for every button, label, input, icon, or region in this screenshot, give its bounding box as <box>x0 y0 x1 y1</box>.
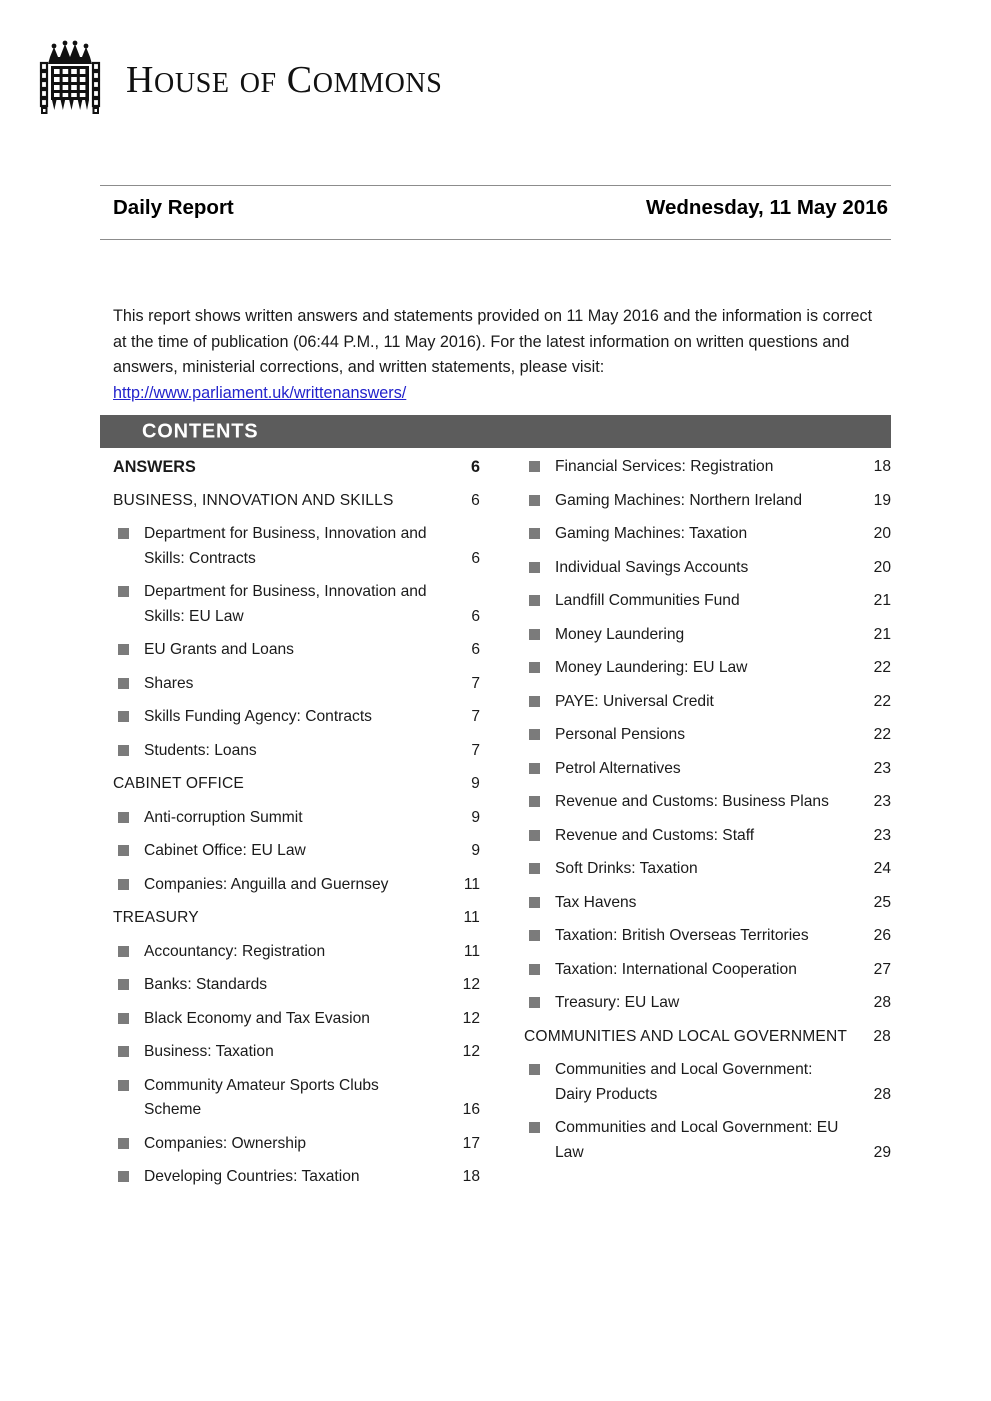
toc-entry-label: EU Grants and Loans <box>144 641 294 658</box>
intro-text: This report shows written answers and statements provided on 11 May 2016 and the information is correct at the time of publication (06:44 P.M., 11 May 2016). For the latest information on written questions and answers, ministerial corrections, and written statements, please visit: <box>113 307 873 377</box>
toc-entry-label: Individual Savings Accounts <box>555 558 749 576</box>
toc-entry-label: Community Amateur Sports Clubs Scheme <box>144 1076 379 1118</box>
toc-entry-page-number: 18 <box>462 1168 480 1185</box>
toc-entry-label: Communities and Local Government: EU Law <box>555 1119 839 1161</box>
toc-entry-page-number: 11 <box>463 875 480 893</box>
toc-section-heading[interactable] <box>113 906 480 931</box>
square-bullet-icon <box>118 879 129 890</box>
square-bullet-icon <box>529 461 540 472</box>
toc-entry-page-number: 29 <box>873 1143 891 1161</box>
square-bullet-icon <box>118 745 129 756</box>
square-bullet-icon <box>529 997 540 1008</box>
written-answers-link[interactable]: http://www.parliament.uk/writtenanswers/ <box>113 383 407 402</box>
toc-entry-page-number: 6 <box>471 607 480 625</box>
square-bullet-icon <box>118 979 129 990</box>
toc-entry-label: Money Laundering <box>555 625 685 643</box>
toc-entry-label: Gaming Machines: Northern Ireland <box>555 491 803 509</box>
toc-entry[interactable] <box>113 739 480 764</box>
toc-entry-label: Banks: Standards <box>144 976 268 993</box>
square-bullet-icon <box>529 495 540 506</box>
toc-entry-label: Department for Business, Innovation and Skills: EU Law <box>144 583 427 625</box>
square-bullet-icon <box>118 644 129 655</box>
toc-entry[interactable] <box>524 522 891 547</box>
toc-entry-page-number: 21 <box>873 592 891 609</box>
toc-entry-label: Tax Havens <box>555 893 637 911</box>
masthead <box>36 40 442 120</box>
toc-entry-label: Soft Drinks: Taxation <box>555 860 698 877</box>
toc-entry[interactable] <box>113 1007 480 1032</box>
toc-entry[interactable] <box>524 757 891 782</box>
toc-entry-label: Communities and Local Government: Dairy Products <box>555 1061 813 1103</box>
toc-entry-page-number: 6 <box>471 641 480 658</box>
toc-section-heading[interactable] <box>113 489 480 514</box>
toc-entry[interactable] <box>113 580 480 629</box>
toc-entry-page-number: 23 <box>873 793 891 810</box>
toc-entry-label: Personal Pensions <box>555 726 686 743</box>
toc-entry-label: Revenue and Customs: Staff <box>555 826 755 844</box>
toc-entry[interactable] <box>524 824 891 849</box>
toc-entry-label: Business: Taxation <box>144 1043 274 1060</box>
toc-entry-label: COMMUNITIES AND LOCAL GOVERNMENT <box>524 1027 848 1045</box>
toc-entry-label: Landfill Communities Fund <box>555 592 740 609</box>
wordmark-of: OF <box>239 68 277 99</box>
square-bullet-icon <box>118 946 129 957</box>
square-bullet-icon <box>529 930 540 941</box>
toc-entry[interactable] <box>113 839 480 864</box>
toc-right-column <box>524 455 891 1199</box>
portcullis-crest-icon <box>36 40 104 120</box>
toc-entry[interactable] <box>524 924 891 949</box>
toc-entry-label: Shares <box>144 674 194 692</box>
square-bullet-icon <box>529 964 540 975</box>
toc-entry[interactable] <box>113 1040 480 1065</box>
toc-entry-page-number: 17 <box>462 1134 480 1152</box>
toc-entry-page-number: 12 <box>462 1043 480 1060</box>
toc-entry-label: ANSWERS <box>113 458 196 476</box>
toc-entry-page-number: 28 <box>873 1085 891 1103</box>
toc-entry-page-number: 23 <box>873 759 891 777</box>
square-bullet-icon <box>118 845 129 856</box>
toc-entry-page-number: 7 <box>471 674 480 692</box>
toc-entry-label: Taxation: British Overseas Territories <box>555 927 809 944</box>
square-bullet-icon <box>529 1064 540 1075</box>
square-bullet-icon <box>529 729 540 740</box>
toc-entry-page-number: 25 <box>873 893 891 911</box>
toc-entry-label: Developing Countries: Taxation <box>144 1168 360 1185</box>
toc-entry-label: Students: Loans <box>144 741 257 759</box>
toc-entry-label: Companies: Anguilla and Guernsey <box>144 875 389 893</box>
square-bullet-icon <box>118 1046 129 1057</box>
toc-entry-label: Taxation: International Cooperation <box>555 960 797 978</box>
square-bullet-icon <box>118 586 129 597</box>
toc-entry-page-number: 24 <box>873 860 891 877</box>
square-bullet-icon <box>529 696 540 707</box>
toc-entry[interactable] <box>524 958 891 983</box>
toc-entry-label: Black Economy and Tax Evasion <box>144 1009 370 1027</box>
square-bullet-icon <box>529 830 540 841</box>
toc-entry[interactable] <box>524 556 891 581</box>
toc-entry-label: Gaming Machines: Taxation <box>555 525 748 542</box>
toc-entry-label: Revenue and Customs: Business Plans <box>555 793 829 810</box>
contents-bar <box>100 415 891 448</box>
toc-entry[interactable] <box>113 638 480 663</box>
toc-entry[interactable] <box>524 991 891 1016</box>
toc-entry-label: Skills Funding Agency: Contracts <box>144 708 372 725</box>
toc-entry[interactable] <box>113 873 480 898</box>
toc-entry[interactable] <box>113 940 480 965</box>
toc-entry-label: Companies: Ownership <box>144 1134 307 1152</box>
toc-entry[interactable] <box>524 623 891 648</box>
toc-entry-label: Department for Business, Innovation and Skills: Contracts <box>144 525 427 567</box>
square-bullet-icon <box>529 897 540 908</box>
toc-entry-label: Financial Services: Registration <box>555 458 774 475</box>
toc-entry-page-number: 22 <box>873 659 891 676</box>
toc-entry[interactable] <box>113 806 480 831</box>
toc-entry[interactable] <box>113 1074 480 1123</box>
toc-entry-label: Money Laundering: EU Law <box>555 659 748 676</box>
toc-entry-page-number: 12 <box>462 1009 480 1027</box>
toc-top-heading[interactable] <box>113 455 480 480</box>
page-title: Daily Report <box>113 196 234 219</box>
toc-entry[interactable] <box>113 1132 480 1157</box>
toc-entry-label: Cabinet Office: EU Law <box>144 842 306 859</box>
toc-entry-page-number: 6 <box>470 458 480 476</box>
toc-entry-page-number: 6 <box>471 491 480 509</box>
toc-entry-label: Treasury: EU Law <box>555 994 680 1011</box>
intro-paragraph <box>113 304 879 406</box>
toc-entry[interactable] <box>113 705 480 730</box>
toc-entry-page-number: 11 <box>463 909 480 926</box>
toc-entry[interactable] <box>113 1165 480 1190</box>
toc-entry-page-number: 7 <box>471 741 480 759</box>
toc-section-heading[interactable] <box>113 772 480 797</box>
toc-entry-label: BUSINESS, INNOVATION AND SKILLS <box>113 491 394 509</box>
toc-entry-page-number: 21 <box>873 625 891 643</box>
square-bullet-icon <box>529 796 540 807</box>
toc-entry-page-number: 20 <box>873 525 891 542</box>
square-bullet-icon <box>529 1122 540 1133</box>
square-bullet-icon <box>529 662 540 673</box>
toc-entry-page-number: 18 <box>873 458 891 475</box>
toc-entry[interactable] <box>524 656 891 681</box>
toc-entry-page-number: 28 <box>873 1027 891 1045</box>
toc-entry-page-number: 22 <box>873 726 891 743</box>
toc-entry[interactable] <box>524 790 891 815</box>
toc-entry[interactable] <box>113 672 480 697</box>
toc-entry[interactable] <box>524 589 891 614</box>
wordmark-ouse: OUSE <box>154 68 230 99</box>
wordmark-h: H <box>126 59 155 101</box>
toc-entry[interactable] <box>113 522 480 571</box>
toc-entry-page-number: 26 <box>873 927 891 944</box>
toc-entry[interactable] <box>524 455 891 480</box>
toc-entry-label: PAYE: Universal Credit <box>555 692 714 710</box>
toc-entry-page-number: 19 <box>873 491 891 509</box>
square-bullet-icon <box>529 863 540 874</box>
square-bullet-icon <box>118 1080 129 1091</box>
square-bullet-icon <box>118 1138 129 1149</box>
square-bullet-icon <box>529 629 540 640</box>
toc-entry[interactable] <box>524 891 891 916</box>
header-rule-top <box>100 185 891 186</box>
toc-entry-page-number: 27 <box>873 960 891 978</box>
toc-entry-page-number: 23 <box>873 826 891 844</box>
report-date: Wednesday, 11 May 2016 <box>646 196 888 219</box>
toc-entry-page-number: 9 <box>471 775 480 792</box>
square-bullet-icon <box>118 678 129 689</box>
square-bullet-icon <box>529 763 540 774</box>
toc-entry-label: Accountancy: Registration <box>144 942 326 960</box>
toc-left-column <box>113 455 480 1199</box>
toc-entry-page-number: 11 <box>463 942 480 960</box>
square-bullet-icon <box>529 562 540 573</box>
toc-entry-label: TREASURY <box>113 909 199 926</box>
square-bullet-icon <box>118 812 129 823</box>
square-bullet-icon <box>118 711 129 722</box>
square-bullet-icon <box>118 1171 129 1182</box>
toc-entry[interactable] <box>524 489 891 514</box>
toc-entry[interactable] <box>524 690 891 715</box>
toc-entry[interactable] <box>524 857 891 882</box>
wordmark-ommons: OMMONS <box>312 68 443 99</box>
square-bullet-icon <box>529 528 540 539</box>
toc-entry-page-number: 6 <box>471 549 480 567</box>
report-header <box>113 196 888 220</box>
toc-entry[interactable] <box>524 1058 891 1107</box>
toc-section-heading[interactable] <box>524 1025 891 1050</box>
header-rule-bottom <box>100 239 891 240</box>
house-of-commons-wordmark <box>126 58 442 102</box>
toc-entry-page-number: 9 <box>471 808 480 826</box>
toc-entry-page-number: 28 <box>873 994 891 1011</box>
square-bullet-icon <box>118 1013 129 1024</box>
toc-entry-page-number: 20 <box>873 558 891 576</box>
toc-entry-page-number: 22 <box>873 692 891 710</box>
toc-entry[interactable] <box>524 723 891 748</box>
toc-entry-label: Anti-corruption Summit <box>144 808 303 826</box>
toc-entry-label: Petrol Alternatives <box>555 759 681 777</box>
toc-entry-page-number: 16 <box>462 1101 480 1118</box>
square-bullet-icon <box>529 595 540 606</box>
toc-entry-label: CABINET OFFICE <box>113 775 244 792</box>
toc-entry-page-number: 12 <box>462 976 480 993</box>
wordmark-c: C <box>286 59 313 101</box>
square-bullet-icon <box>118 528 129 539</box>
contents-bar-label: CONTENTS <box>142 420 259 442</box>
toc-entry[interactable] <box>524 1116 891 1165</box>
toc-entry[interactable] <box>113 973 480 998</box>
table-of-contents <box>113 455 891 1199</box>
toc-entry-page-number: 9 <box>471 842 480 859</box>
toc-entry-page-number: 7 <box>471 708 480 725</box>
